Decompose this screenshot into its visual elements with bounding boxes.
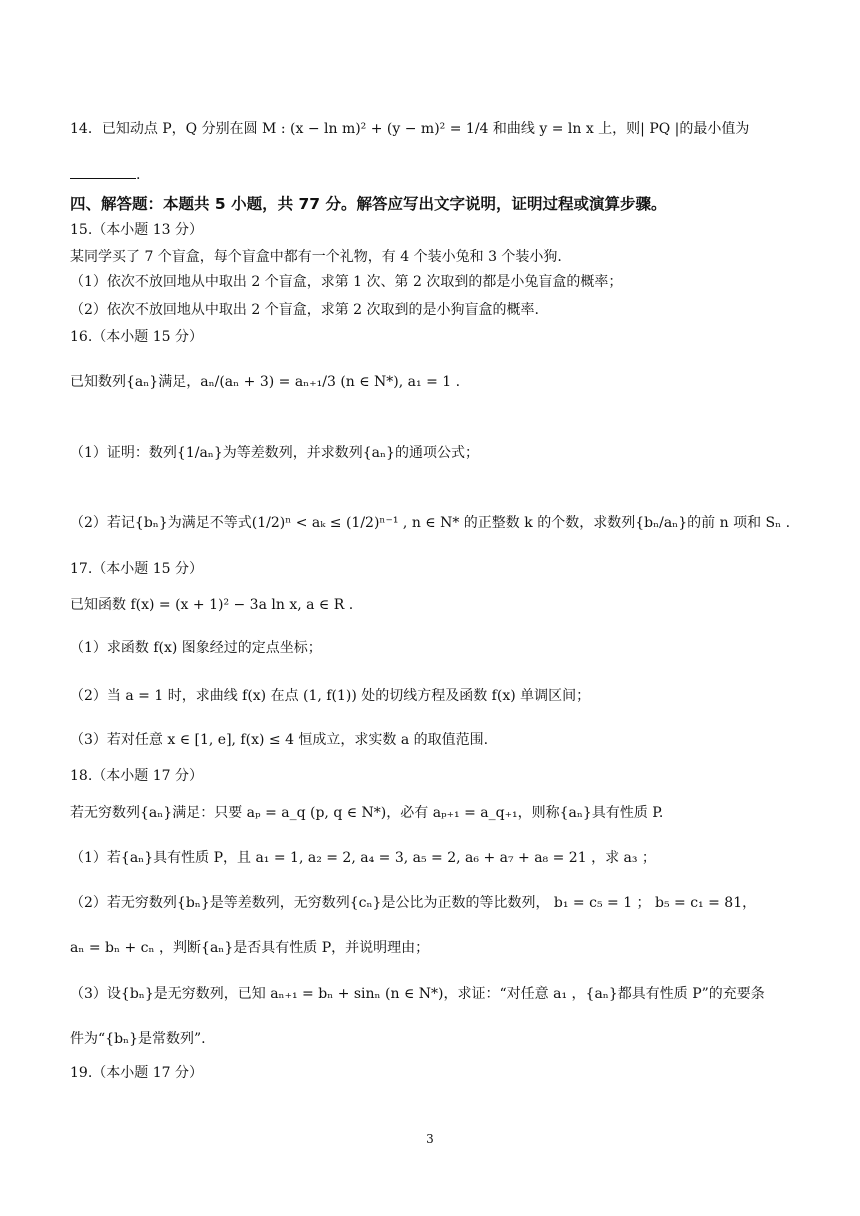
q14-line1: 14．已知动点 P，Q 分别在圆 M : (x − ln m)² + (y − m)² = 1/4 和曲线 y = ln x 上，则| PQ |的最小值为 <box>70 121 750 137</box>
q15-header: 15.（本小题 13 分） <box>70 222 203 238</box>
section-heading: 四、解答题：本题共 5 小题，共 77 分。解答应写出文字说明，证明过程或演算步骤。 <box>70 195 667 213</box>
q18-part3-line2: 件为“{bₙ}是常数列”. <box>70 1031 206 1047</box>
q18-header: 18.（本小题 17 分） <box>70 768 203 784</box>
q15-stem: 某同学买了 7 个盲盒，每个盲盒中都有一个礼物，有 4 个装小兔和 3 个装小狗. <box>70 249 562 265</box>
q18-part1: （1）若{aₙ}具有性质 P，且 a₁ = 1, a₂ = 2, a₄ = 3, a₅ = 2, a₆ + a₇ + a₈ = 21 ，求 a₃ ； <box>70 850 656 866</box>
q18-part2-line2: aₙ = bₙ + cₙ ，判断{aₙ}是否具有性质 P，并说明理由； <box>70 940 430 956</box>
q16-stem: 已知数列{aₙ}满足，aₙ/(aₙ + 3) = aₙ₊₁/3 (n ∈ N*), a₁ = 1 . <box>70 374 461 390</box>
q17-part1: （1）求函数 f(x) 图象经过的定点坐标； <box>70 640 322 656</box>
q17-stem: 已知函数 f(x) = (x + 1)² − 3a ln x, a ∈ R . <box>70 597 354 613</box>
q14-line2-tail: . <box>136 167 141 183</box>
q18-part3-line1: （3）设{bₙ}是无穷数列，已知 aₙ₊₁ = bₙ + sinₙ (n ∈ N*)，求证：“对任意 a₁ ，{aₙ}都具有性质 P”的充要条 <box>70 986 765 1002</box>
q16-header: 16.（本小题 15 分） <box>70 329 203 345</box>
q18-stem: 若无穷数列{aₙ}满足：只要 aₚ = a_q (p, q ∈ N*)，必有 aₚ₊₁ = a_q₊₁，则称{aₙ}具有性质 P. <box>70 805 664 821</box>
q16-part2: （2）若记{bₙ}为满足不等式(1/2)ⁿ < aₖ ≤ (1/2)ⁿ⁻¹ , n ∈ N* 的正整数 k 的个数，求数列{bₙ/aₙ}的前 n 项和 Sₙ . <box>70 515 791 531</box>
page-number: 3 <box>426 1132 434 1146</box>
q18-part2-line1: （2）若无穷数列{bₙ}是等差数列，无穷数列{cₙ}是公比为正数的等比数列， b₁ = c₅ = 1 ； b₅ = c₁ = 81， <box>70 895 757 911</box>
q14-line2 <box>70 164 140 185</box>
q15-part2: （2）依次不放回地从中取出 2 个盲盒，求第 2 次取到的是小狗盲盒的概率. <box>70 302 539 318</box>
q16-part1: （1）证明：数列{1/aₙ}为等差数列，并求数列{aₙ}的通项公式； <box>70 445 479 461</box>
q15-part1: （1）依次不放回地从中取出 2 个盲盒，求第 1 次、第 2 次取到的都是小兔盲盒的概率； <box>70 274 623 290</box>
q17-part3: （3）若对任意 x ∈ [1, e], f(x) ≤ 4 恒成立，求实数 a 的取值范围. <box>70 732 489 748</box>
answer-blank <box>70 164 136 179</box>
q19-header: 19.（本小题 17 分） <box>70 1065 203 1081</box>
q17-part2: （2）当 a = 1 时，求曲线 f(x) 在点 (1, f(1)) 处的切线方程及函数 f(x) 单调区间； <box>70 688 591 704</box>
q17-header: 17.（本小题 15 分） <box>70 561 203 577</box>
